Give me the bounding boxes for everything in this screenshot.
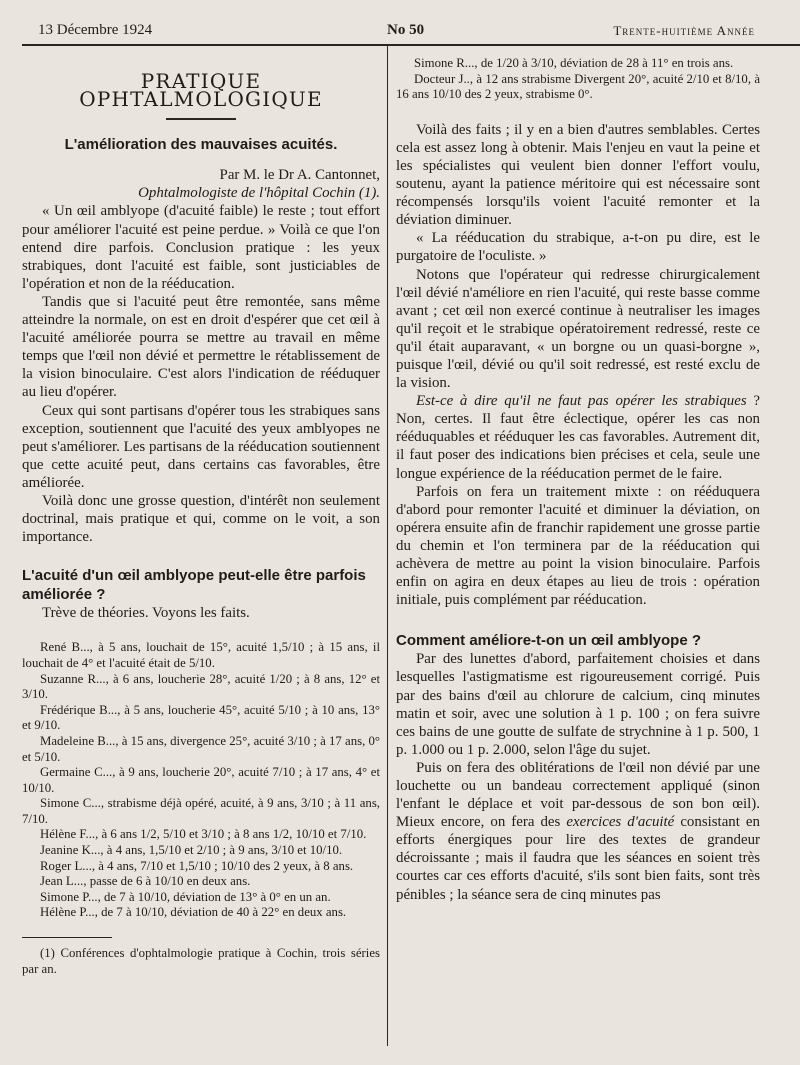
title-rule [166, 118, 236, 120]
case-entry: Hélène P..., de 7 à 10/10, déviation de 40 à 22° en deux ans. [40, 905, 347, 920]
column-divider [387, 46, 388, 1046]
case-list [22, 640, 380, 921]
section-heading: Comment améliore-t-on un œil amblyope ? [396, 632, 702, 650]
right-column [396, 56, 760, 904]
paragraph-italic: exercices d'acuité [566, 814, 675, 831]
issue-date: 13 Décembre 1924 [38, 22, 153, 38]
case-entry: Simone C..., strabisme déjà opéré, acuité, à 9 ans, 3/10 ; à 11 ans, 7/10. [22, 796, 380, 826]
case-entry: Hélène F..., à 6 ans 1/2, 5/10 et 3/10 ; à 8 ans 1/2, 10/10 et 7/10. [40, 827, 367, 842]
author-byline: Par M. le Dr A. Cantonnet, [219, 167, 380, 184]
paragraph-start: Puis on fera des oblitérations de l'œil non dévié par une louchette ou un bandeau correctement appliqué (sinon l'enfant le déplace et voit par-dessous de son bon œil). Mieux encore, on fera des [396, 759, 760, 831]
question-italic: Est-ce à dire qu'il ne faut pas opérer les strabiques [416, 393, 747, 410]
footnote [22, 946, 380, 977]
paragraph: Tandis que si l'acuité peut être remontée, sans même atteindre la normale, on est en droit d'espérer que cet œil à l'acuité améliorée pourra se mettre au travail en même temps que l'œil non dévié et permettre le rétablissement de la vision binoculaire. C'est alors l'indication de rééduquer au lieu d'opérer. [22, 293, 380, 401]
case-entry: Jeanine K..., à 4 ans, 1,5/10 et 2/10 ; à 9 ans, 3/10 et 10/10. [40, 843, 343, 858]
volume-year: Trente-huitième Année [613, 23, 755, 38]
case-entry: Simone R..., de 1/20 à 3/10, déviation de 28 à 11° en trois ans. [414, 56, 734, 70]
section-lead: Trève de théories. Voyons les faits. [42, 605, 250, 622]
paragraph [396, 392, 760, 482]
paragraph: Notons que l'opérateur qui redresse chirurgicalement l'œil dévié n'améliore en rien l'acuité, qui reste basse comme avant ; cet œil non exercé continue à neutraliser les images qu'il reçoit et le strabique opératoirement redressé, reste ce qu'il était auparavant, « un borgne ou un quasi-borgne », puisque l'œil, dévié ou qu'il soit redressé, est resté exclu de la vision. [396, 266, 760, 392]
question-rest: ? Non, certes. Il faut être éclectique, opérer les cas non rééduquables et rééduquer les cas favorables. Autrement dit, il faut poser des indications bien précises et cela, seule une longue expérience de la rééducation permet de le faire. [396, 393, 760, 482]
case-entry: Jean L..., passe de 6 à 10/10 en deux ans. [40, 874, 251, 889]
case-entry: René B..., à 5 ans, louchait de 15°, acuité 1,5/10 ; à 15 ans, il louchait de 4° et l'acuité était de 5/10. [22, 640, 380, 670]
case-entry: Roger L..., à 4 ans, 7/10 et 1,5/10 ; 10/10 des 2 yeux, à 8 ans. [40, 858, 354, 873]
footnote-text: (1) Conférences d'ophtalmologie pratique à Cochin, trois séries par an. [22, 946, 380, 976]
rubric-title: PRATIQUE OPHTALMOLOGIQUE [79, 69, 323, 112]
paragraph: « La rééducation du strabique, a-t-on pu dire, est le purgatoire de l'oculiste. » [396, 230, 760, 265]
case-entry: Docteur J.., à 12 ans strabisme Divergent 20°, acuité 2/10 et 8/10, à 16 ans 10/10 des 2 yeux, strabisme 0°. [396, 71, 760, 102]
case-entry: Germaine C..., à 9 ans, loucherie 20°, acuité 7/10 ; à 17 ans, 4° et 10/10. [22, 765, 380, 795]
author-affiliation: Ophtalmologiste de l'hôpital Cochin (1). [138, 185, 380, 202]
case-entry: Suzanne R..., à 6 ans, loucherie 28°, acuité 1/20 ; à 8 ans, 12° et 3/10. [22, 671, 380, 702]
paragraph: « Un œil amblyope (d'acuité faible) le reste ; tout effort pour améliorer l'acuité est peine perdue. » Voilà ce que l'on entend dire parfois. Conclusion pratique : les yeux strabiques, dont l'acuité est faible, sont justiciables de l'opération et non de la rééducation. [22, 203, 380, 292]
case-entry: Simone P..., de 7 à 10/10, déviation de 13° à 0° en un an. [40, 889, 331, 904]
paragraph [396, 759, 760, 904]
paragraph: Voilà des faits ; il y en a bien d'autres semblables. Certes cela est assez long à obtenir. Mais l'enjeu en vaut la peine et les spécialistes qui veulent bien donner l'effort voulu, soutenu, ayant la patience méritoire qui est nécessaire sont récompensés lorsqu'ils voient l'acuité remonter et la déviation diminuer. [396, 121, 760, 229]
case-entry: Madeleine B..., à 15 ans, divergence 25°, acuité 3/10 ; à 17 ans, 0° et 5/10. [22, 733, 380, 764]
section-heading: L'acuité d'un œil amblyope peut-elle être parfois améliorée ? [22, 567, 366, 604]
header-rule [22, 44, 800, 46]
case-entry: Frédérique B..., à 5 ans, loucherie 45°, acuité 5/10 ; à 10 ans, 13° et 9/10. [22, 702, 380, 733]
paragraph: Parfois on fera un traitement mixte : on rééduquera d'abord pour remonter l'acuité et diminuer la déviation, on opérera ensuite afin de franchir rapidement une grosse partie du chemin et l'on terminera par de la rééducation qui achèvera de mettre au point la vision binoculaire. Parfois enfin on agira en deux étapes au lieu de trois : opération initiale, puis complément par rééducation. [396, 483, 760, 609]
paragraph: Par des lunettes d'abord, parfaitement choisies et dans lesquelles l'astigmatisme est rigoureusement corrigé. Puis par des bains d'œil au chlorure de calcium, cinq minutes matin et soir, avec une solution à 1 p. 100 ; on fera suivre ces bains de une goutte de sulfate de strychnine à 1 p. 500, 1 p. 1.000 ou 1 p. 2.000, selon l'âge du sujet. [396, 651, 760, 758]
paragraph: Ceux qui sont partisans d'opérer tous les strabiques sans exception, soutiennent que l'acuité des yeux amblyopes ne peut s'améliorer. Les partisans de la rééducation soutiennent que cette acuité peut, dans certains cas favorables, être améliorée. [22, 402, 380, 491]
paragraph-end: consistant en efforts énergiques pour lire des textes de grandeur décroissante ; mais il faudra que les séances en soient très courtes car ces efforts d'acuité, s'ils sont bien faits, sont très pénibles ; la séance sera de cinq minutes pas [396, 814, 760, 903]
paragraph: Voilà donc une grosse question, d'intérêt non seulement doctrinal, mais pratique et qui, comme on le voit, a son importance. [22, 492, 380, 546]
page-header [22, 16, 755, 42]
left-column [22, 56, 380, 977]
case-list-continued [396, 56, 760, 103]
issue-number: No 50 [387, 22, 425, 38]
footnote-rule [22, 937, 112, 938]
article-title: L'amélioration des mauvaises acuités. [64, 136, 338, 154]
